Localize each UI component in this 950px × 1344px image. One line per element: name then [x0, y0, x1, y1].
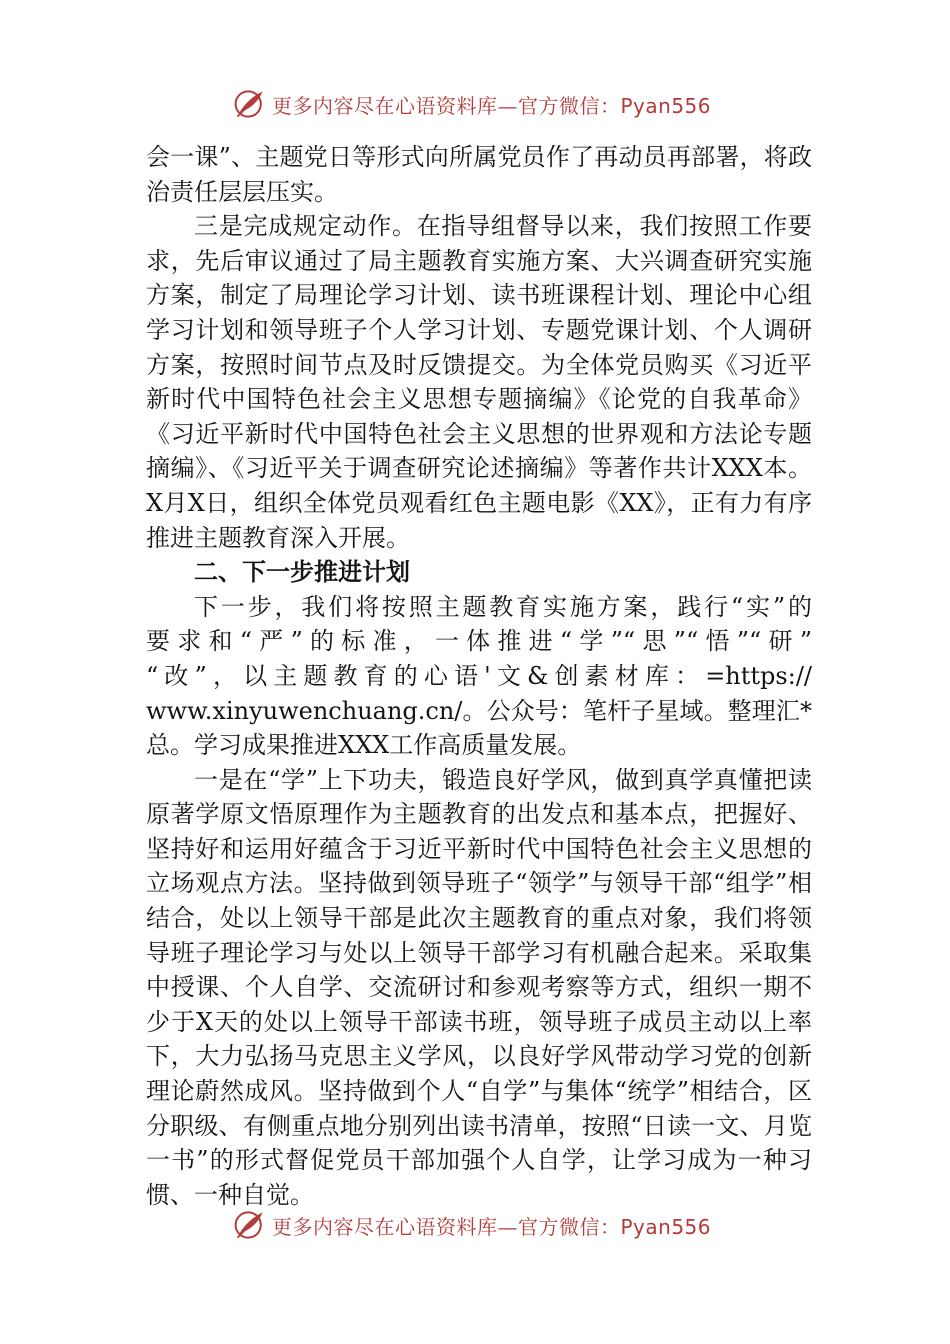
paragraph-study: 一是在“学”上下功夫，锻造良好学风，做到真学真懂把读原著学原文悟原理作为主题教育的出发点和基本点，把握好、坚持好和运用好蕴含于习近平新时代中国特色社会主义思想的立场观点方法。坚持做到领导班子“领学”与领导干部“组学”相结合，处以上领导干部是此次主题教育的重点对象，我们将领导班子理论学习与处以上领导干部学习有机融合起来。采取集中授课、个人自学、交流研讨和参观考察等方式，组织一期不少于X天的处以上领导干部读书班，领导班子成员主动以上率下，大力弘扬马克思主义学风，以良好学风带动学习党的创新理论蔚然成风。坚持做到个人“自学”与集体“统学”相结合，区分职级、有侧重点地分别列出读书清单，按照“日读一文、月览一书”的形式督促党员干部加强个人自学，让学习成为一种习惯、一种自觉。	[146, 765, 812, 1209]
document-body	[146, 140, 812, 1212]
footer-wechat-id: Pyan556	[620, 1214, 712, 1239]
header-banner	[232, 84, 732, 124]
paragraph-next-steps-line-2: 要求和“严”的标准，一体推进“学”“思”“悟”“研”	[146, 627, 812, 656]
paragraph-three-actions: 三是完成规定动作。在指导组督导以来，我们按照工作要求，先后审议通过了局主题教育实施方案、大兴调查研究实施方案，制定了局理论学习计划、读书班课程计划、理论中心组学习计划和领导班子个人学习计划、专题党课计划、个人调研方案，按照时间节点及时反馈提交。为全体党员购买《习近平新时代中国特色社会主义思想专题摘编》《论党的自我革命》《习近平新时代中国特色社会主义思想的世界观和方法论专题摘编》、《习近平关于调查研究论述摘编》等著作共计XXX本。X月X日，组织全体党员观看红色主题电影《XX》，正有力有序推进主题教育深入开展。	[146, 212, 812, 552]
paragraph-next-steps-line-1: 下一步，我们将按照主题教育实施方案，践行“实”的	[194, 592, 812, 621]
section-heading: 二、下一步推进计划	[194, 558, 410, 587]
footer-banner-text: 更多内容尽在心语资料库—官方微信：Pyan556	[272, 1214, 712, 1239]
paragraph-next-steps-rest: www.xinyuwenchuang.cn/。公众号：笔杆子星域。整理汇*总。学习成果推进XXX工作高质量发展。	[146, 696, 812, 760]
paragraph-continued: 会一课”、主题党日等形式向所属党员作了再动员再部署，将政治责任层层压实。	[146, 143, 812, 206]
footer-banner	[232, 1204, 732, 1242]
feather-pen-logo-icon	[232, 1207, 268, 1242]
feather-pen-logo-icon	[232, 86, 268, 122]
paragraph-next-steps-line-3: “改”，以主题教育的心语'文&创素材库：=https://	[146, 661, 812, 690]
header-banner-text: 更多内容尽在心语资料库—官方微信：Pyan556	[272, 93, 712, 118]
wechat-id: Pyan556	[620, 93, 712, 118]
